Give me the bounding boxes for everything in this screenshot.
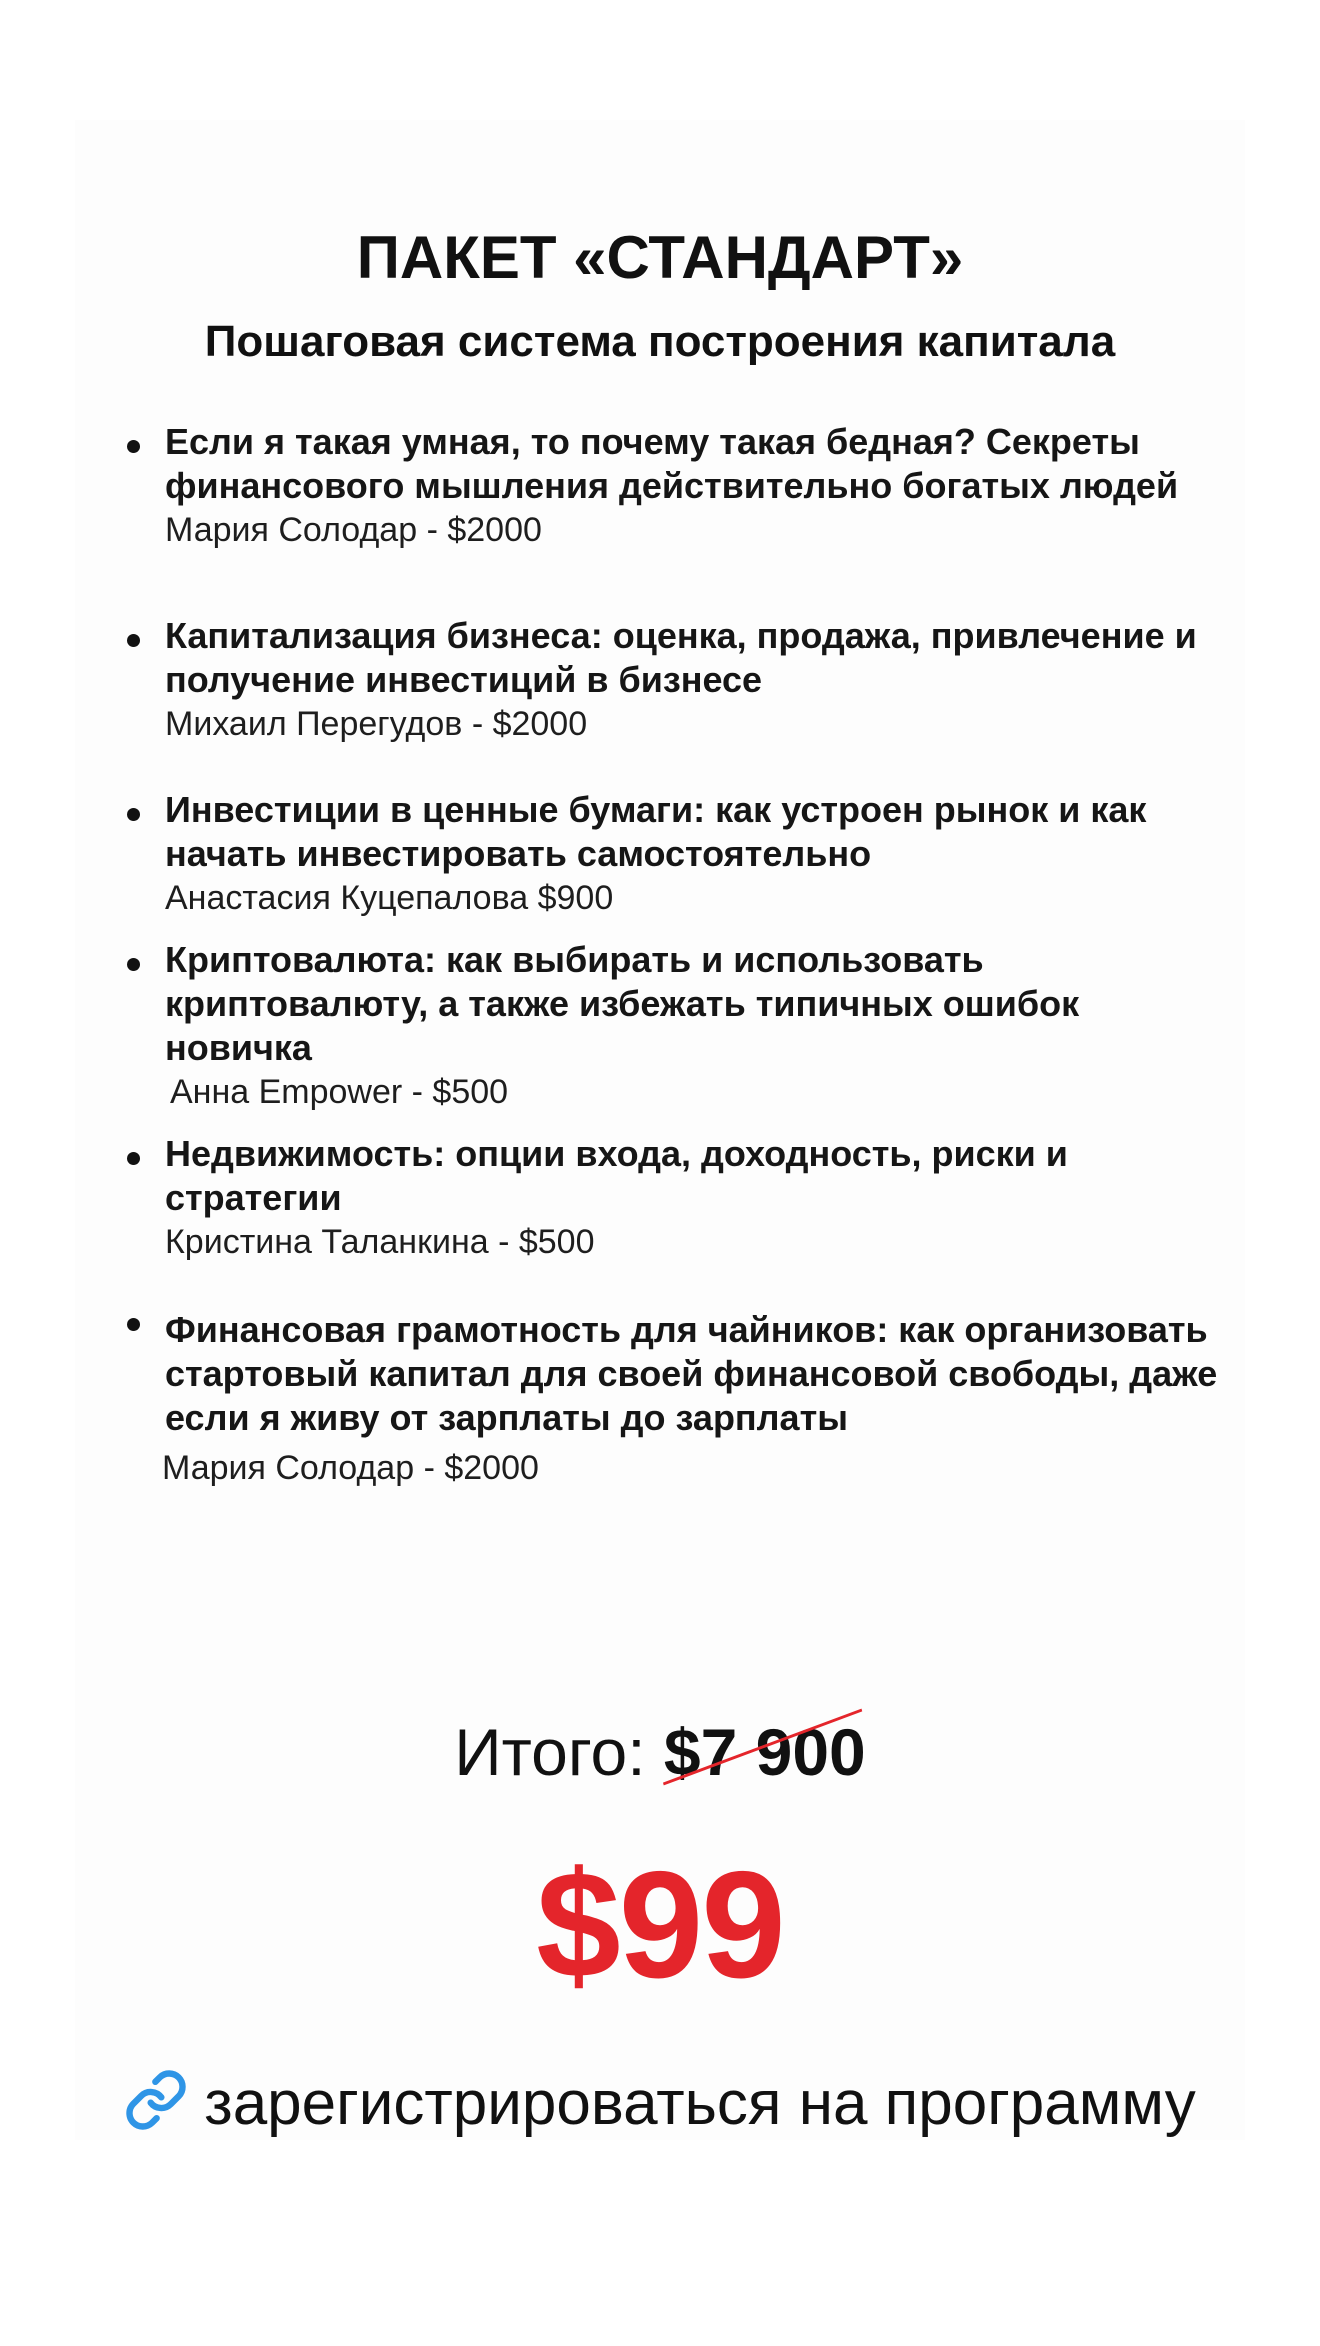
- total-price-row: [0, 1712, 1320, 1792]
- package-subtitle: Пошаговая система построения капитала: [204, 317, 1116, 366]
- old-price: [664, 1712, 866, 1792]
- course-author-price: Кристина Таланкина - $500: [165, 1223, 595, 1261]
- course-title: Инвестиции в ценные бумаги: как устроен рынок и как начать инвестировать самостоятельно: [165, 789, 1147, 874]
- strikethrough-line: [660, 1712, 862, 1792]
- course-item: [165, 420, 1225, 552]
- course-author-price: Михаил Перегудов - $2000: [165, 705, 588, 743]
- bullet-icon: [127, 634, 140, 647]
- register-link-label[interactable]: зарегистрироваться на программу: [204, 2069, 1196, 2138]
- old-price-value: $7 900: [663, 1715, 866, 1789]
- course-item: [165, 614, 1225, 746]
- course-author-price: Мария Солодар - $2000: [162, 1449, 539, 1487]
- course-title: Если я такая умная, то почему такая бедная? Секреты финансового мышления действительно богатых людей: [165, 421, 1179, 506]
- course-title: Капитализация бизнеса: оценка, продажа, привлечение и получение инвестиций в бизнесе: [165, 615, 1197, 700]
- course-item: [162, 1308, 1225, 1490]
- bullet-icon: [127, 1318, 140, 1331]
- discounted-price: $99: [536, 1840, 784, 2010]
- course-author-price: Анна Empower - $500: [170, 1073, 509, 1111]
- course-item: [165, 1132, 1225, 1264]
- link-icon: [124, 2068, 188, 2132]
- course-title: Недвижимость: опции входа, доходность, риски и стратегии: [165, 1133, 1068, 1218]
- course-title: Криптовалюта: как выбирать и использовать криптовалюту, а также избежать типичных ошибок новичка: [165, 939, 1080, 1068]
- bullet-icon: [127, 808, 140, 821]
- register-link[interactable]: [0, 2066, 1320, 2142]
- course-author-price: Мария Солодар - $2000: [165, 511, 542, 549]
- course-item: [165, 788, 1225, 920]
- course-title: Финансовая грамотность для чайников: как организовать стартовый капитал для своей финансовой свободы, даже если я живу от зарплаты до зарплаты: [165, 1309, 1218, 1438]
- bullet-icon: [127, 1152, 140, 1165]
- bullet-icon: [127, 440, 140, 453]
- course-author-price: Анастасия Куцепалова $900: [165, 879, 614, 917]
- bullet-icon: [127, 958, 140, 971]
- total-label: Итого:: [454, 1715, 664, 1789]
- course-item: [165, 938, 1225, 1114]
- package-title: ПАКЕТ «СТАНДАРТ»: [356, 224, 964, 291]
